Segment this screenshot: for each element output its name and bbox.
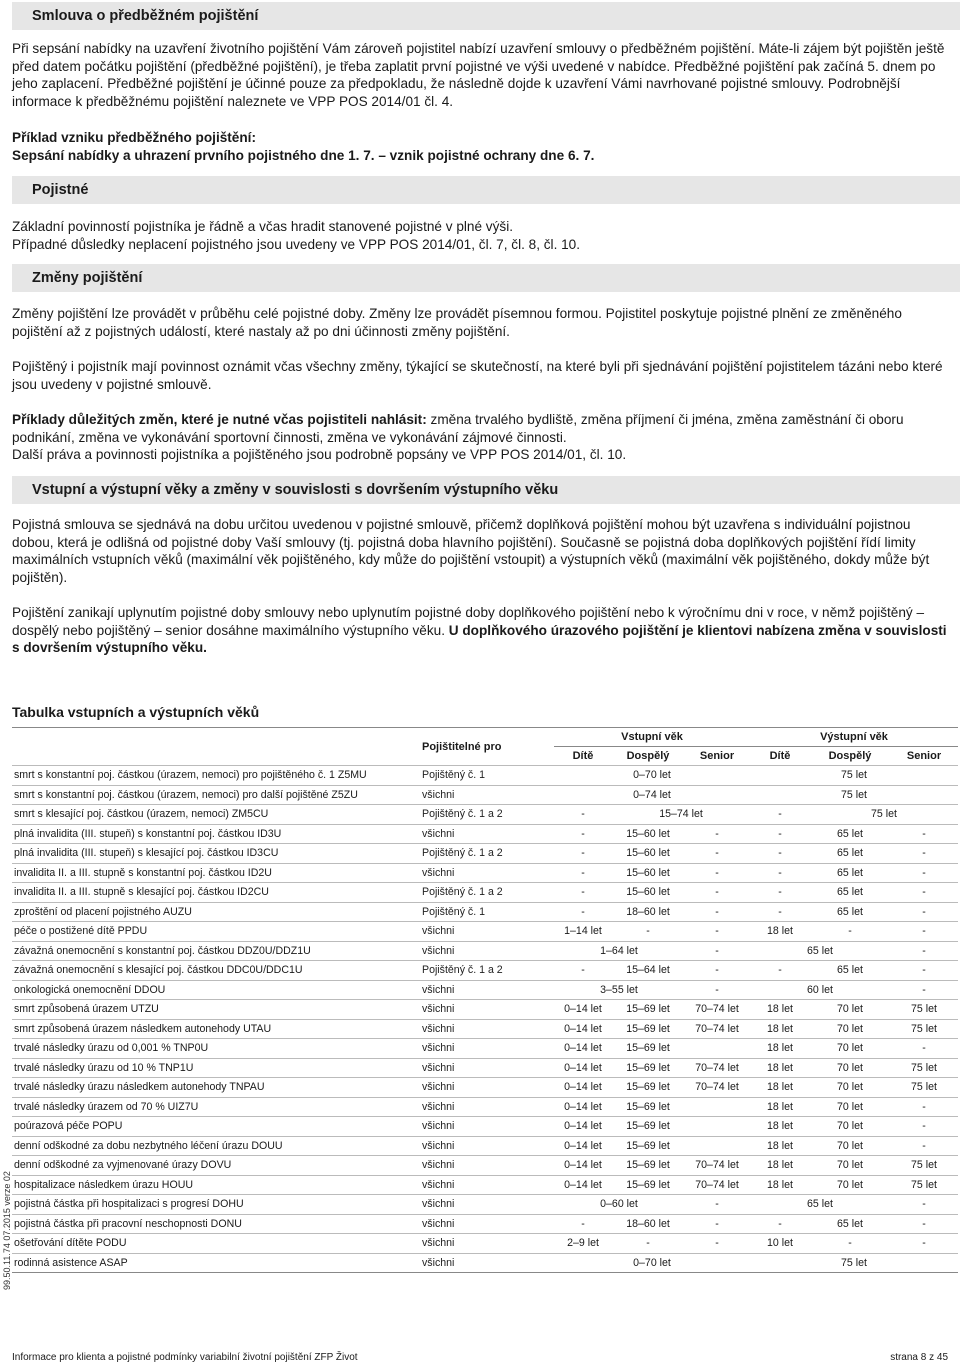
entry-age-child: 0–14 let — [564, 1022, 602, 1035]
exit-age-child: 18 let — [767, 1042, 793, 1054]
entry-age-senior: - — [715, 866, 719, 879]
coverage-name: trvalé následky úrazu následkem autonehody TNPAU — [14, 1081, 265, 1093]
exit-age-child-adult: 65 let — [807, 944, 833, 957]
coverage-name: ošetřování dítěte PODU — [14, 1237, 127, 1249]
entry-age-child-adult: 3–55 let — [600, 983, 638, 996]
header-entry-senior: Senior — [699, 750, 735, 762]
pojistne-line1: Základní povinností pojistníka je řádně a včas hradit stanovené pojistné v plné výši. — [12, 219, 513, 234]
coverage-name: hospitalizace následkem úrazu HOUU — [14, 1178, 193, 1191]
insured-for: všichni — [422, 983, 455, 996]
smlouva-text: Při sepsání nabídky na uzavření životního pojištění Vám zároveň pojistitel nabízí uzavření smlouvy o předběžném pojištění. Máte-li zájem být pojištěn ještě před datem počátku pojištění (předběžné pojištění), je třeba zaplatit první pojistné ve výši uvedené v nabídce. Předběžné pojištění pak začíná 5. dnem po jeho zaplacení. Předběžné pojištění je účinné pouze za předpokladu, že následně dojde k uzavření Vámi navrhované pojistné smlouvy. Podrobnější informace k předběžnému pojištění naleznete ve VPP POS 2014/01 čl. 4. — [12, 41, 945, 109]
section-header-vek: Vstupní a výstupní věky a změny v souvislosti s dovršením výstupního věku — [12, 476, 960, 504]
exit-age-adult: 70 let — [837, 1081, 863, 1093]
coverage-name: pojistná částka při hospitalizaci s progresí DOHU — [14, 1198, 244, 1210]
entry-age-senior — [684, 1039, 750, 1059]
coverage-name: rodinná asistence ASAP — [14, 1256, 128, 1269]
entry-age-adult: 15–69 let — [626, 1120, 670, 1132]
header-exit-senior: Senior — [906, 750, 942, 762]
insured-for: všichni — [422, 1256, 455, 1269]
section-header-smlouva: Smlouva o předběžném pojištění — [12, 2, 960, 30]
exit-age-senior: - — [922, 983, 926, 996]
exit-age-child: - — [778, 886, 782, 898]
zmeny-p1: Změny pojištění lze provádět v průběhu celé pojistné doby. Změny lze provádět písemnou formou. Pojistitel poskytuje pojistné plnění ze změněného pojištění až z pojistných událostí, které nastaly až po dni účinnosti změny pojištění. — [12, 306, 902, 339]
entry-age-child: 0–14 let — [564, 1178, 602, 1191]
entry-age-child-adult: 1–64 let — [600, 944, 638, 957]
coverage-name: invalidita II. a III. stupně s klesající poj. částkou ID2CU — [14, 886, 269, 898]
entry-age-child: 0–14 let — [564, 1159, 602, 1171]
exit-age-senior: 75 let — [911, 1003, 937, 1015]
exit-age-adult: 65 let — [837, 905, 863, 918]
coverage-name: smrt s klesající poj. částkou (úrazem, nemoci) ZM5CU — [14, 808, 269, 820]
coverage-name: pojistná částka při pracovní neschopnosti DONU — [14, 1217, 242, 1230]
exit-age-child: 18 let — [767, 925, 793, 937]
table-row — [12, 805, 958, 825]
table-row — [12, 1234, 958, 1254]
insured-for: všichni — [422, 944, 455, 957]
table-row — [12, 883, 958, 903]
exit-age-child: 18 let — [767, 1100, 793, 1113]
coverage-name: závažná onemocnění s konstantní poj. částkou DDZ0U/DDZ1U — [14, 944, 311, 957]
coverage-name: smrt způsobená úrazem následkem autonehody UTAU — [14, 1022, 272, 1035]
table-row — [12, 1136, 958, 1156]
header-exit-age: Výstupní věk — [750, 728, 958, 747]
exit-age-senior: - — [922, 886, 926, 898]
table-row — [12, 1253, 958, 1273]
entry-age-child: 0–14 let — [564, 1042, 602, 1054]
entry-age-senior: 70–74 let — [695, 1178, 739, 1191]
coverage-name: trvalé následky úrazem od 70 % UIZ7U — [14, 1100, 199, 1113]
entry-age-child: 0–14 let — [564, 1120, 602, 1132]
smlouva-example-title: Příklad vzniku předběžného pojištění: — [12, 130, 256, 145]
entry-age-child-adult: 0–60 let — [600, 1198, 638, 1210]
exit-age-adult: - — [848, 925, 852, 937]
exit-age-child: 18 let — [767, 1003, 793, 1015]
exit-age-child: - — [778, 866, 782, 879]
exit-age-child: 18 let — [767, 1139, 793, 1152]
exit-age-adult: 65 let — [837, 1217, 863, 1230]
entry-age-senior: - — [715, 827, 719, 840]
insured-for: všichni — [422, 866, 455, 879]
exit-age-adult: 65 let — [837, 886, 863, 898]
insured-for: všichni — [422, 1159, 455, 1171]
exit-age-senior: - — [922, 1042, 926, 1054]
entry-age-senior: - — [715, 944, 719, 957]
entry-age-child: 1–14 let — [564, 925, 602, 937]
insured-for: všichni — [422, 1081, 455, 1093]
table-row — [12, 863, 958, 883]
exit-age-senior: - — [922, 827, 926, 840]
entry-age-senior: - — [715, 964, 719, 976]
entry-age-adult: 15–60 let — [626, 886, 670, 898]
exit-age-senior: - — [922, 866, 926, 879]
page-number: strana 8 z 45 — [890, 1352, 948, 1363]
section-header-pojistne: Pojistné — [12, 176, 960, 204]
entry-age-adult: 15–69 let — [626, 1081, 670, 1093]
exit-age-senior: - — [922, 1217, 926, 1230]
entry-age-adult: 15–69 let — [626, 1100, 670, 1113]
entry-age-child: 0–14 let — [564, 1081, 602, 1093]
entry-age-senior: - — [715, 1217, 719, 1230]
insured-for: všichni — [422, 827, 455, 840]
exit-age-senior: - — [922, 1100, 926, 1113]
entry-age-senior: - — [715, 1237, 719, 1249]
exit-age-adult: 70 let — [837, 1178, 863, 1191]
entry-age-adult: 15–69 let — [626, 1042, 670, 1054]
insured-for: všichni — [422, 1198, 455, 1210]
exit-age-senior: - — [922, 925, 926, 937]
exit-age-adult: 70 let — [837, 1120, 863, 1132]
exit-age-child: - — [778, 1217, 782, 1230]
table-row — [12, 1156, 958, 1176]
coverage-name: zproštění od placení pojistného AUZU — [14, 905, 192, 918]
table-row — [12, 1000, 958, 1020]
entry-age-senior: - — [715, 905, 719, 918]
exit-age-child: 18 let — [767, 1159, 793, 1171]
insured-for: Pojištěný č. 1 — [422, 905, 486, 918]
exit-age-senior: - — [922, 944, 926, 957]
table-row — [12, 902, 958, 922]
insured-for: všichni — [422, 1003, 455, 1015]
table-row — [12, 1019, 958, 1039]
table-row — [12, 941, 958, 961]
exit-age-adult: 70 let — [837, 1061, 863, 1074]
entry-age-adult: 15–60 let — [626, 847, 670, 859]
table-title: Tabulka vstupních a výstupních věků — [12, 704, 260, 720]
entry-age-child: - — [581, 1217, 585, 1230]
entry-age-senior: 70–74 let — [695, 1081, 739, 1093]
exit-age-child: - — [778, 964, 782, 976]
entry-age-all: 0–70 let — [633, 769, 671, 781]
exit-age-child: 18 let — [767, 1022, 793, 1035]
exit-age-senior: - — [922, 1139, 926, 1152]
entry-age-senior: 70–74 let — [695, 1003, 739, 1015]
smlouva-example-text: Sepsání nabídky a uhrazení prvního pojistného dne 1. 7. – vznik pojistné ochrany dne 6. 7. — [12, 148, 595, 163]
exit-age-senior: 75 let — [911, 1159, 937, 1171]
exit-age-child-adult: 60 let — [807, 983, 833, 996]
entry-age-child: 0–14 let — [564, 1139, 602, 1152]
exit-age-child: - — [778, 905, 782, 918]
exit-age-adult: 70 let — [837, 1003, 863, 1015]
entry-age-child: - — [581, 866, 585, 879]
zmeny-p2: Pojištěný i pojistník mají povinnost oznámit včas všechny změny, týkající se skutečností, na které byli při sjednávání pojištění pojistitelem tázáni nebo které jsou uvedeny v pojistné smlouvě. — [12, 359, 943, 392]
exit-age-adult: 65 let — [837, 964, 863, 976]
exit-age-senior: 75 let — [911, 1081, 937, 1093]
entry-age-adult-senior: 15–74 let — [659, 808, 703, 820]
insured-for: všichni — [422, 1217, 455, 1230]
exit-age-adult-senior: 75 let — [871, 808, 897, 820]
exit-age-senior: 75 let — [911, 1178, 937, 1191]
entry-age-adult: 15–69 let — [626, 1061, 670, 1074]
entry-age-child: 0–14 let — [564, 1061, 602, 1074]
footer-title: Informace pro klienta a pojistné podmínky variabilní životní pojištění ZFP Život — [12, 1352, 358, 1363]
exit-age-child: - — [778, 808, 782, 820]
entry-age-senior: 70–74 let — [695, 1061, 739, 1074]
exit-age-child: 10 let — [767, 1237, 793, 1249]
zmeny-p3-rest: změna trvalého bydliště, změna příjmení či jména, změna zaměstnání či oboru podnikání, změna ve vykonávání sportovní činnosti, změna ve vykonávání zájmové činnosti. — [12, 412, 904, 445]
exit-age-adult: - — [848, 1237, 852, 1249]
table-row — [12, 824, 958, 844]
table-row — [12, 1039, 958, 1059]
entry-age-adult: 18–60 let — [626, 1217, 670, 1230]
insured-for: všichni — [422, 1042, 455, 1054]
vek-p2 — [12, 604, 952, 657]
entry-age-adult: 15–64 let — [626, 964, 670, 976]
zmeny-p3 — [12, 411, 952, 446]
entry-age-all: 0–74 let — [633, 788, 671, 801]
exit-age-senior: - — [922, 964, 926, 976]
ages-table — [12, 727, 958, 1273]
exit-age-adult: 65 let — [837, 866, 863, 879]
exit-age-all: 75 let — [841, 769, 867, 781]
table-row — [12, 1117, 958, 1137]
insured-for: Pojištěný č. 1 a 2 — [422, 847, 503, 859]
zmeny-p4: Další práva a povinnosti pojistníka a pojištěného jsou podrobně popsány ve VPP POS 2014/01, čl. 10. — [12, 447, 627, 462]
coverage-name: plná invalidita (III. stupeň) s klesající poj. částkou ID3CU — [14, 847, 279, 859]
insured-for: všichni — [422, 1100, 455, 1113]
header-insured-for: Pojištitelné pro — [422, 740, 502, 753]
vek-p2-bold: U doplňkového úrazového pojištění je klientovi nabízena změna v souvislosti s dovršením výstupního věku. — [12, 622, 947, 655]
entry-age-senior: - — [715, 983, 719, 996]
table-row — [12, 1058, 958, 1078]
entry-age-child: 0–14 let — [564, 1100, 602, 1113]
entry-age-senior: - — [715, 847, 719, 859]
insured-for: všichni — [422, 1178, 455, 1191]
entry-age-adult: - — [646, 1237, 650, 1249]
header-entry-age: Vstupní věk — [554, 728, 750, 747]
header-entry-adult: Dospělý — [626, 750, 670, 762]
coverage-name: invalidita II. a III. stupně s konstantní poj. částkou ID2U — [14, 866, 272, 879]
entry-age-child: - — [581, 847, 585, 859]
insured-for: všichni — [422, 1061, 455, 1074]
insured-for: Pojištěný č. 1 — [422, 769, 486, 781]
coverage-name: trvalé následky úrazu od 0,001 % TNP0U — [14, 1042, 209, 1054]
exit-age-child: - — [778, 847, 782, 859]
exit-age-adult: 70 let — [837, 1042, 863, 1054]
entry-age-adult: 15–69 let — [626, 1178, 670, 1191]
ages-table-body — [12, 766, 958, 1273]
exit-age-child: 18 let — [767, 1178, 793, 1191]
exit-age-senior: - — [922, 847, 926, 859]
coverage-name: smrt způsobená úrazem UTZU — [14, 1003, 159, 1015]
exit-age-child: 18 let — [767, 1081, 793, 1093]
entry-age-child: - — [581, 964, 585, 976]
entry-age-senior — [684, 1097, 750, 1117]
insured-for: Pojištěný č. 1 a 2 — [422, 964, 503, 976]
entry-age-senior: - — [715, 925, 719, 937]
table-row — [12, 922, 958, 942]
exit-age-child: 18 let — [767, 1061, 793, 1074]
exit-age-all: 75 let — [841, 788, 867, 801]
table-row — [12, 766, 958, 786]
entry-age-senior — [684, 1117, 750, 1137]
zmeny-p3-bold: Příklady důležitých změn, které je nutné včas pojistiteli nahlásit: — [12, 412, 427, 427]
insured-for: všichni — [422, 925, 455, 937]
table-row — [12, 785, 958, 805]
insured-for: všichni — [422, 788, 455, 801]
table-row — [12, 961, 958, 981]
entry-age-senior — [684, 1136, 750, 1156]
exit-age-senior: - — [922, 1120, 926, 1132]
entry-age-child: - — [581, 808, 585, 820]
entry-age-senior: 70–74 let — [695, 1159, 739, 1171]
table-row — [12, 1097, 958, 1117]
entry-age-child: - — [581, 827, 585, 840]
insured-for: všichni — [422, 1120, 455, 1132]
coverage-name: závažná onemocnění s klesající poj. částkou DDC0U/DDC1U — [14, 964, 303, 976]
entry-age-senior: - — [715, 886, 719, 898]
coverage-name: onkologická onemocnění DDOU — [14, 983, 166, 996]
entry-age-child: 2–9 let — [567, 1237, 599, 1249]
exit-age-senior: 75 let — [911, 1061, 937, 1074]
document-code: 99.50.11.74 07.2015 verze 02 — [2, 1171, 12, 1290]
section-header-zmeny: Změny pojištění — [12, 264, 960, 292]
exit-age-senior: - — [922, 905, 926, 918]
table-row — [12, 1195, 958, 1215]
exit-age-all: 75 let — [841, 1256, 867, 1269]
exit-age-child: - — [778, 827, 782, 840]
table-row — [12, 1078, 958, 1098]
header-exit-child: Dítě — [769, 750, 791, 762]
entry-age-adult: 15–69 let — [626, 1022, 670, 1035]
pojistne-line2: Případné důsledky neplacení pojistného jsou uvedeny ve VPP POS 2014/01, čl. 7, čl. 8, čl. 10. — [12, 237, 581, 252]
entry-age-child: - — [581, 886, 585, 898]
vek-p1: Pojistná smlouva se sjednává na dobu určitou uvedenou v pojistné smlouvě, přičemž doplňková pojištění mohou být uzavřena s individuální pojistnou dobou, která je odlišná od pojistné doby Vaší smlouvy (tj. pojistná doba hlavního pojištění). Současně se pojistná doba doplňkových pojištění řídí limity maximálních vstupních věků (maximální věk pojištěného, kdy může do pojištění vstoupit) a výstupních věků (maximální věk pojištěného, dokdy může být pojištěn). — [12, 517, 930, 585]
exit-age-adult: 70 let — [837, 1022, 863, 1035]
entry-age-child: - — [581, 905, 585, 918]
entry-age-adult: 15–60 let — [626, 827, 670, 840]
coverage-name: péče o postižené dítě PPDU — [14, 925, 148, 937]
coverage-name: plná invalidita (III. stupeň) s konstantní poj. částkou ID3U — [14, 827, 282, 840]
insured-for: všichni — [422, 1022, 455, 1035]
insured-for: Pojištěný č. 1 a 2 — [422, 808, 503, 820]
header-exit-adult: Dospělý — [828, 750, 872, 762]
header-entry-child: Dítě — [572, 750, 594, 762]
exit-age-child-adult: 65 let — [807, 1198, 833, 1210]
entry-age-adult: 15–60 let — [626, 866, 670, 879]
vek-p2-text: Pojištění zanikají uplynutím pojistné doby smlouvy nebo uplynutím pojistné doby doplňkového pojištění nebo k výročnímu dni v roce, v němž pojištěný – dospělý nebo pojištěný – senior dosáhne maximálního výstupního věku. — [12, 605, 925, 638]
entry-age-senior: 70–74 let — [695, 1022, 739, 1035]
entry-age-senior: - — [715, 1198, 719, 1210]
insured-for: Pojištěný č. 1 a 2 — [422, 886, 503, 898]
table-row — [12, 1175, 958, 1195]
entry-age-adult: 15–69 let — [626, 1159, 670, 1171]
entry-age-adult: - — [646, 925, 650, 937]
exit-age-adult: 70 let — [837, 1159, 863, 1171]
exit-age-adult: 65 let — [837, 827, 863, 840]
insured-for: všichni — [422, 1139, 455, 1152]
exit-age-senior: - — [922, 1237, 926, 1249]
coverage-name: smrt s konstantní poj. částkou (úrazem, nemoci) pro další pojištěné Z5ZU — [14, 788, 358, 801]
exit-age-child: 18 let — [767, 1120, 793, 1132]
exit-age-adult: 70 let — [837, 1100, 863, 1113]
table-row — [12, 980, 958, 1000]
coverage-name: smrt s konstantní poj. částkou (úrazem, nemoci) pro pojištěného č. 1 Z5MU — [14, 769, 367, 781]
entry-age-child: 0–14 let — [564, 1003, 602, 1015]
exit-age-adult: 65 let — [837, 847, 863, 859]
coverage-name: denní odškodné za vyjmenované úrazy DOVU — [14, 1159, 232, 1171]
exit-age-adult: 70 let — [837, 1139, 863, 1152]
insured-for: všichni — [422, 1237, 455, 1249]
table-row — [12, 1214, 958, 1234]
coverage-name: denní odškodné za dobu nezbytného léčení úrazu DOUU — [14, 1139, 283, 1152]
table-row — [12, 844, 958, 864]
entry-age-all: 0–70 let — [633, 1256, 671, 1269]
entry-age-adult: 15–69 let — [626, 1139, 670, 1152]
coverage-name: trvalé následky úrazu od 10 % TNP1U — [14, 1061, 194, 1074]
entry-age-adult: 15–69 let — [626, 1003, 670, 1015]
exit-age-senior: 75 let — [911, 1022, 937, 1035]
exit-age-senior: - — [922, 1198, 926, 1210]
entry-age-adult: 18–60 let — [626, 905, 670, 918]
coverage-name: poúrazová péče POPU — [14, 1120, 123, 1132]
